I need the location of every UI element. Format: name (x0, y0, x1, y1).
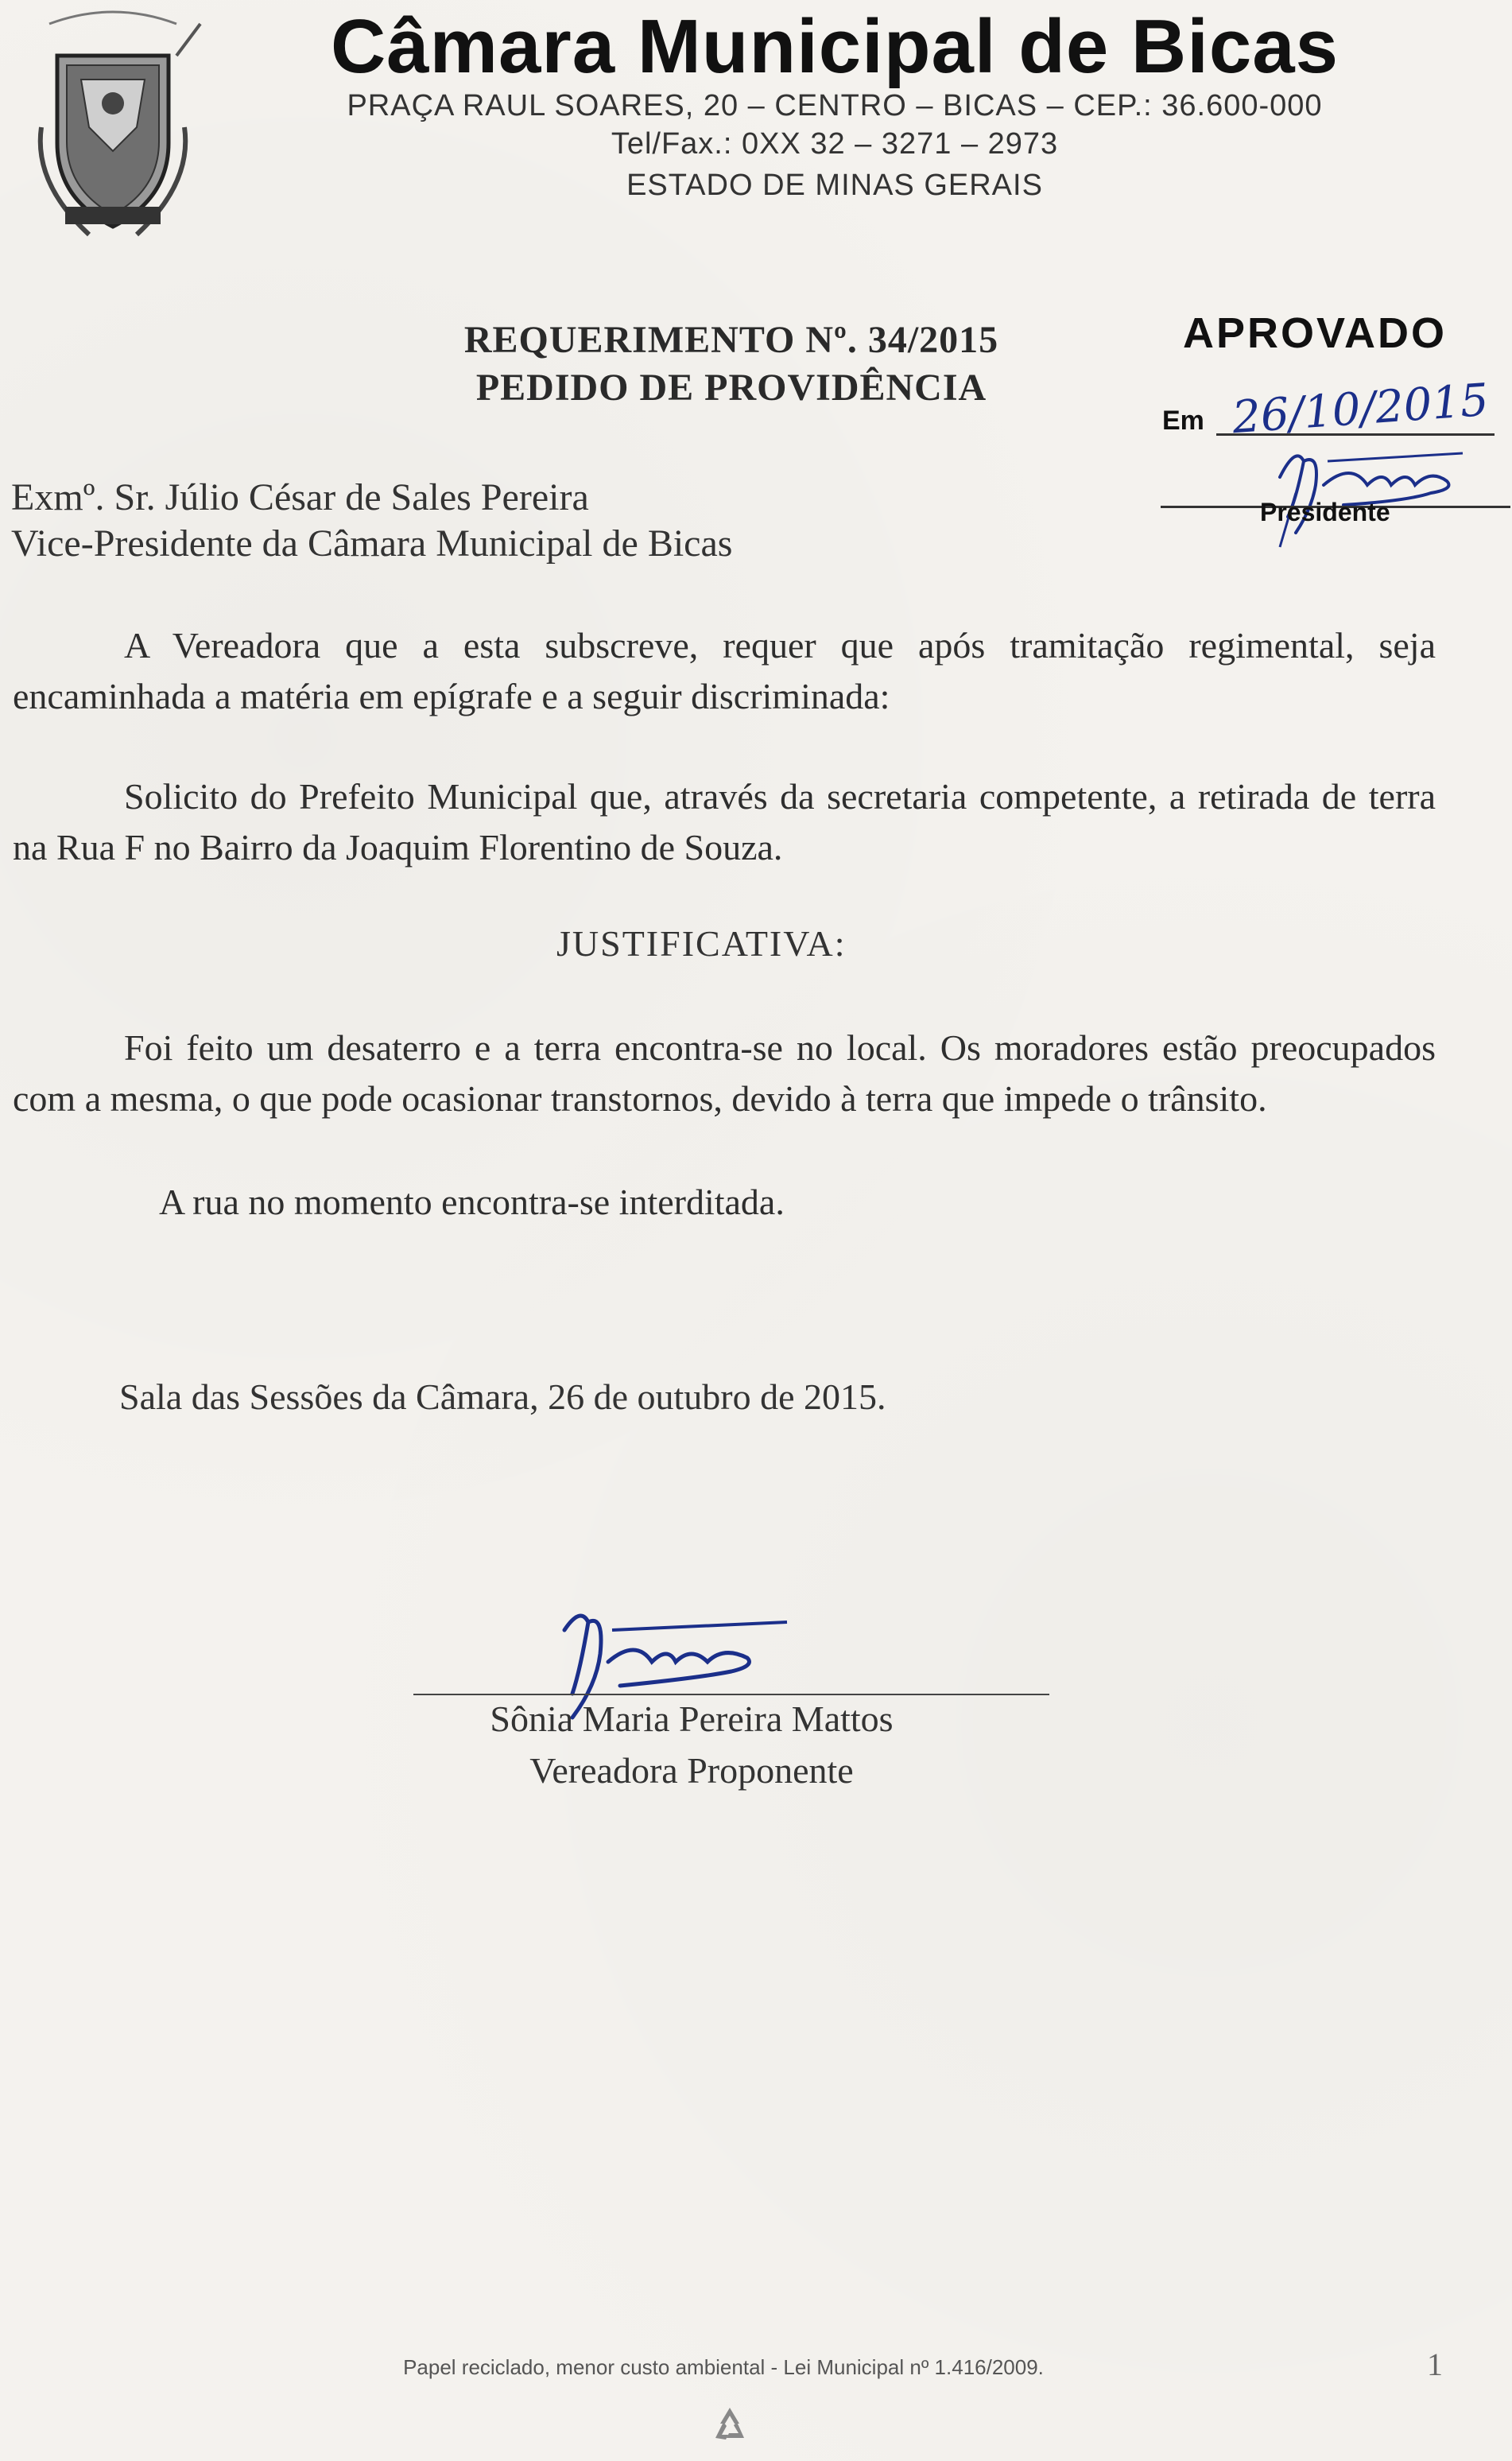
closing-paragraph: A rua no momento encontra-se interditada. (159, 1182, 785, 1222)
signatory-role: Vereadora Proponente (529, 1750, 854, 1791)
chamber-phone: Tel/Fax.: 0XX 32 – 3271 – 2973 (611, 127, 1059, 161)
chamber-title: Câmara Municipal de Bicas (330, 4, 1339, 89)
request-paragraph: Solicito do Prefeito Municipal que, através da secretaria competente, a retirada de terra na Rua F no Bairro da Joaquim Florentino de Souza. (13, 776, 1436, 868)
president-signature-icon (1248, 429, 1479, 549)
chamber-state: ESTADO DE MINAS GERAIS (626, 169, 1043, 202)
addressee-role: Vice-Presidente da Câmara Municipal de Bicas (11, 522, 733, 565)
justification-heading: JUSTIFICATIVA: (556, 923, 847, 964)
addressee-name: Exmº. Sr. Júlio César de Sales Pereira (11, 476, 589, 518)
signatory-name: Sônia Maria Pereira Mattos (490, 1698, 894, 1739)
municipal-crest-icon (17, 8, 208, 246)
request-subject: PEDIDO DE PROVIDÊNCIA (475, 367, 987, 409)
page-number: 1 (1427, 2346, 1443, 2382)
request-number: REQUERIMENTO Nº. 34/2015 (463, 319, 999, 361)
place-date: Sala das Sessões da Câmara, 26 de outubro de 2015. (119, 1376, 886, 1417)
justification-paragraph: Foi feito um desaterro e a terra encontra-se no local. Os moradores estão preocupados com a mesma, o que pode ocasionar transtornos, devido à terra que impede o trânsito. (13, 1027, 1436, 1119)
stamp-date-prefix: Em (1162, 406, 1204, 436)
intro-paragraph: A Vereadora que a esta subscreve, requer que após tramitação regimental, seja encaminhada a matéria em epígrafe e a seguir discriminada: (13, 625, 1436, 716)
recycle-icon (706, 2401, 754, 2449)
recycled-paper-note: Papel reciclado, menor custo ambiental - Lei Municipal nº 1.416/2009. (403, 2355, 1044, 2379)
stamp-president-label: Presidente (1260, 498, 1390, 526)
signature-line (413, 1694, 1049, 1695)
chamber-address: PRAÇA RAUL SOARES, 20 – CENTRO – BICAS – CEP.: 36.600-000 (347, 89, 1323, 122)
stamp-date: 26/10/2015 (1231, 374, 1491, 444)
approved-stamp: APROVADO (1183, 309, 1448, 357)
